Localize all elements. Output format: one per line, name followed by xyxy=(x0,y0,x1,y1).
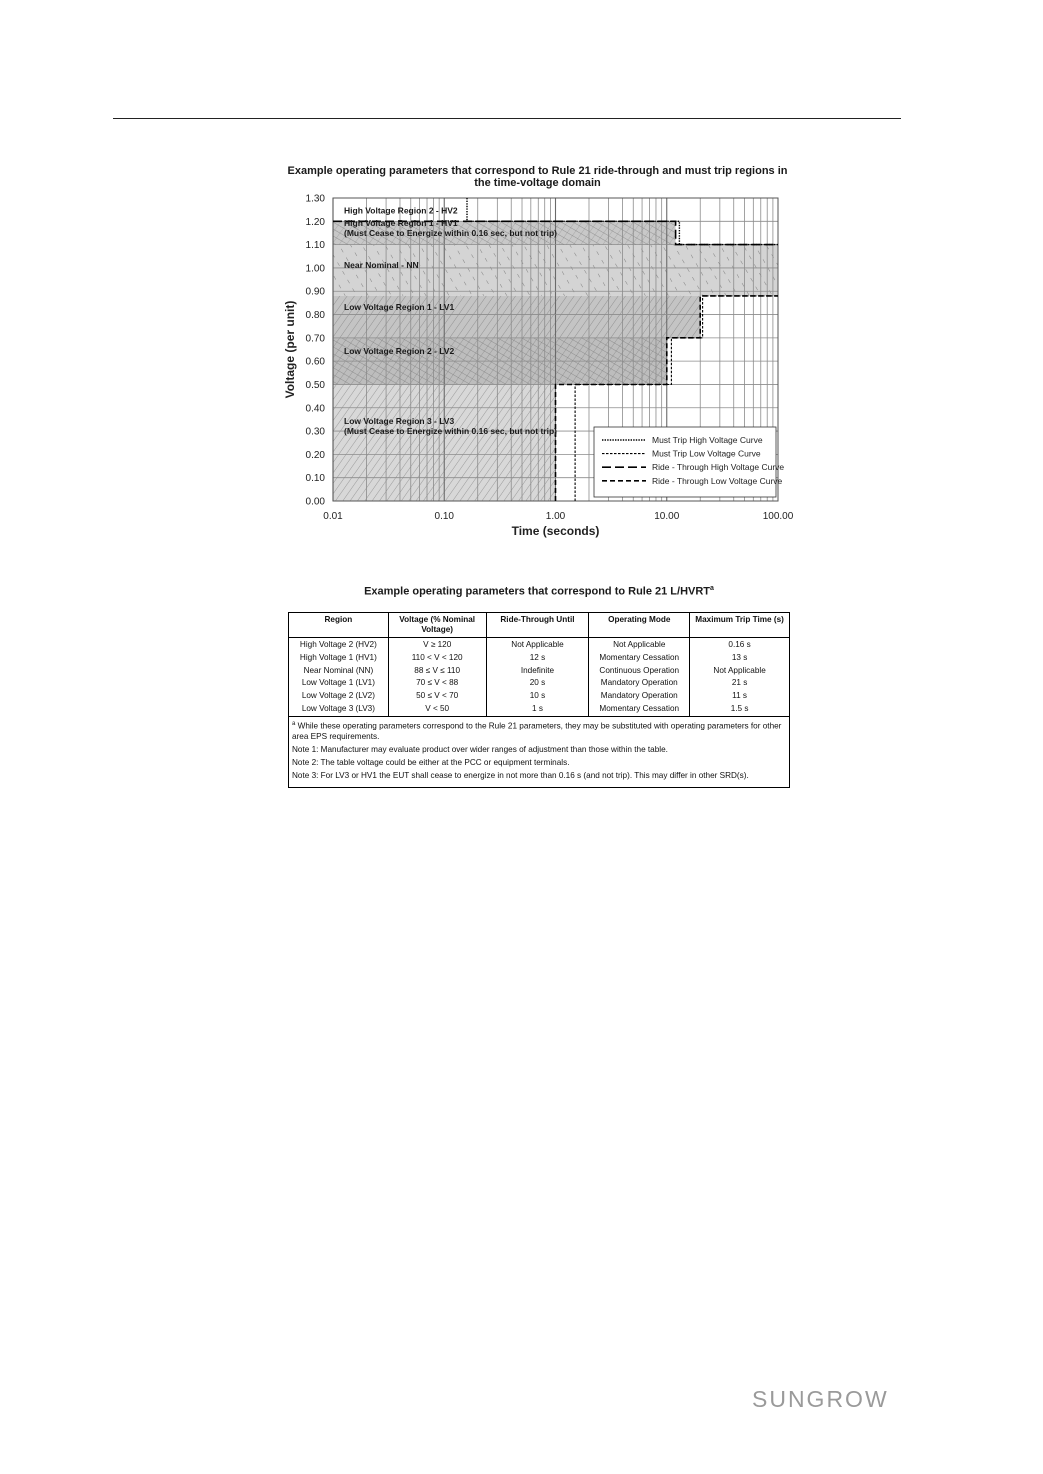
chart-title-line-2: the time-voltage domain xyxy=(474,177,601,189)
header-rule xyxy=(113,118,901,119)
region-label: Low Voltage Region 2 - LV2 xyxy=(344,346,455,357)
table-cell: V < 50 xyxy=(388,703,486,716)
table-cell: 20 s xyxy=(486,677,589,690)
table-cell: Low Voltage 2 (LV2) xyxy=(289,690,389,703)
table-cell: 21 s xyxy=(690,677,790,690)
table-cell: Indefinite xyxy=(486,665,589,678)
table-cell: 70 ≤ V < 88 xyxy=(388,677,486,690)
region-label: High Voltage Region 1 - HV1 xyxy=(344,217,458,228)
note-a-text: While these operating parameters correspond to the Rule 21 parameters, they may be substituted with operating parameters for other area EPS requirements. xyxy=(292,721,782,742)
note-a xyxy=(292,719,786,743)
table-cell: Mandatory Operation xyxy=(589,690,690,703)
header-cell: Maximum Trip Time (s) xyxy=(690,613,790,638)
ride-through-chart xyxy=(270,186,805,541)
y-tick-label: 0.10 xyxy=(305,473,325,485)
table-cell: 12 s xyxy=(486,652,589,665)
region-label: Low Voltage Region 3 - LV3 xyxy=(344,416,455,427)
y-tick-label: 1.00 xyxy=(305,263,325,275)
table-cell: Not Applicable xyxy=(690,665,790,678)
y-tick-label: 1.30 xyxy=(305,193,325,205)
table-title-text: Example operating parameters that correspond to Rule 21 L/HVRT xyxy=(364,585,711,598)
table-cell: 110 < V < 120 xyxy=(388,652,486,665)
legend-label: Must Trip Low Voltage Curve xyxy=(652,448,761,459)
y-tick-label: 0.90 xyxy=(305,286,325,298)
y-tick-label: 0.60 xyxy=(305,356,325,368)
table-row xyxy=(289,677,790,690)
table-cell: 0.16 s xyxy=(690,638,790,652)
x-axis-label: Time (seconds) xyxy=(511,524,600,538)
y-axis-label: Voltage (per unit) xyxy=(283,300,297,399)
y-tick-label: 1.10 xyxy=(305,240,325,252)
x-tick-label: 0.01 xyxy=(323,511,343,522)
table-cell: High Voltage 2 (HV2) xyxy=(289,638,389,652)
table-row xyxy=(289,703,790,716)
table-cell: High Voltage 1 (HV1) xyxy=(289,652,389,665)
y-tick-label: 0.80 xyxy=(305,310,325,322)
table-cell: Not Applicable xyxy=(589,638,690,652)
region-label: High Voltage Region 2 - HV2 xyxy=(344,205,458,216)
table-cell: V ≥ 120 xyxy=(388,638,486,652)
table-cell: Momentary Cessation xyxy=(589,703,690,716)
legend-label: Ride - Through Low Voltage Curve xyxy=(652,475,783,486)
table-row xyxy=(289,665,790,678)
y-tick-label: 0.70 xyxy=(305,333,325,345)
table-cell: Not Applicable xyxy=(486,638,589,652)
table-cell: Momentary Cessation xyxy=(589,652,690,665)
table-title-sup: a xyxy=(710,585,714,592)
table-cell: Continuous Operation xyxy=(589,665,690,678)
table-cell: Low Voltage 3 (LV3) xyxy=(289,703,389,716)
table-cell: 11 s xyxy=(690,690,790,703)
chart-title-line-1: Example operating parameters that correspond to Rule 21 ride-through and must trip regions in xyxy=(287,165,788,177)
x-tick-label: 0.10 xyxy=(434,511,454,522)
header-cell: Operating Mode xyxy=(589,613,690,638)
note-1: Note 1: Manufacturer may evaluate product over wider ranges of adjustment than those within the table. xyxy=(292,745,668,755)
table-cell: 10 s xyxy=(486,690,589,703)
header-cell: Ride-Through Until xyxy=(486,613,589,638)
table-cell: Low Voltage 1 (LV1) xyxy=(289,677,389,690)
y-tick-label: 0.40 xyxy=(305,403,325,415)
sungrow-logo: SUNGROW xyxy=(752,1386,889,1412)
legend-label: Ride - Through High Voltage Curve xyxy=(652,462,785,473)
table-cell: 50 ≤ V < 70 xyxy=(388,690,486,703)
table-row xyxy=(289,652,790,665)
table-cell: 88 ≤ V ≤ 110 xyxy=(388,665,486,678)
header-cell: Region xyxy=(289,613,389,638)
table-notes xyxy=(289,716,790,787)
note-a-sup: a xyxy=(292,720,296,727)
parameters-table xyxy=(288,612,790,788)
y-tick-label: 0.50 xyxy=(305,379,325,391)
table-title xyxy=(288,585,790,598)
region-label: Low Voltage Region 1 - LV1 xyxy=(344,301,455,312)
x-tick-label: 100.00 xyxy=(762,511,794,522)
note-2: Note 2: The table voltage could be either at the PCC or equipment terminals. xyxy=(292,758,570,768)
region-note: (Must Cease to Energize within 0.16 sec, but not trip) xyxy=(344,227,558,238)
y-tick-label: 0.20 xyxy=(305,449,325,461)
region-note: (Must Cease to Energize within 0.16 sec, but not trip) xyxy=(344,426,558,437)
table-notes-row xyxy=(289,716,790,787)
table-row xyxy=(289,690,790,703)
legend-label: Must Trip High Voltage Curve xyxy=(652,435,763,445)
y-tick-label: 0.30 xyxy=(305,426,325,438)
y-tick-label: 1.20 xyxy=(305,216,325,228)
x-tick-label: 1.00 xyxy=(545,511,566,522)
table-cell: 13 s xyxy=(690,652,790,665)
table-cell: 1 s xyxy=(486,703,589,716)
x-tick-label: 10.00 xyxy=(654,511,680,522)
table-row xyxy=(289,638,790,652)
table-cell: Mandatory Operation xyxy=(589,677,690,690)
header-cell: Voltage (% Nominal Voltage) xyxy=(388,613,486,638)
note-3: Note 3: For LV3 or HV1 the EUT shall cease to energize in not more than 0.16 s (and not trip). This may differ in other SRD(s). xyxy=(292,771,749,781)
y-tick-label: 0.00 xyxy=(305,496,325,508)
region-label: Near Nominal - NN xyxy=(344,259,419,270)
legend xyxy=(594,427,784,497)
table-cell: Near Nominal (NN) xyxy=(289,665,389,678)
table-header-row xyxy=(289,613,790,638)
table-cell: 1.5 s xyxy=(690,703,790,716)
